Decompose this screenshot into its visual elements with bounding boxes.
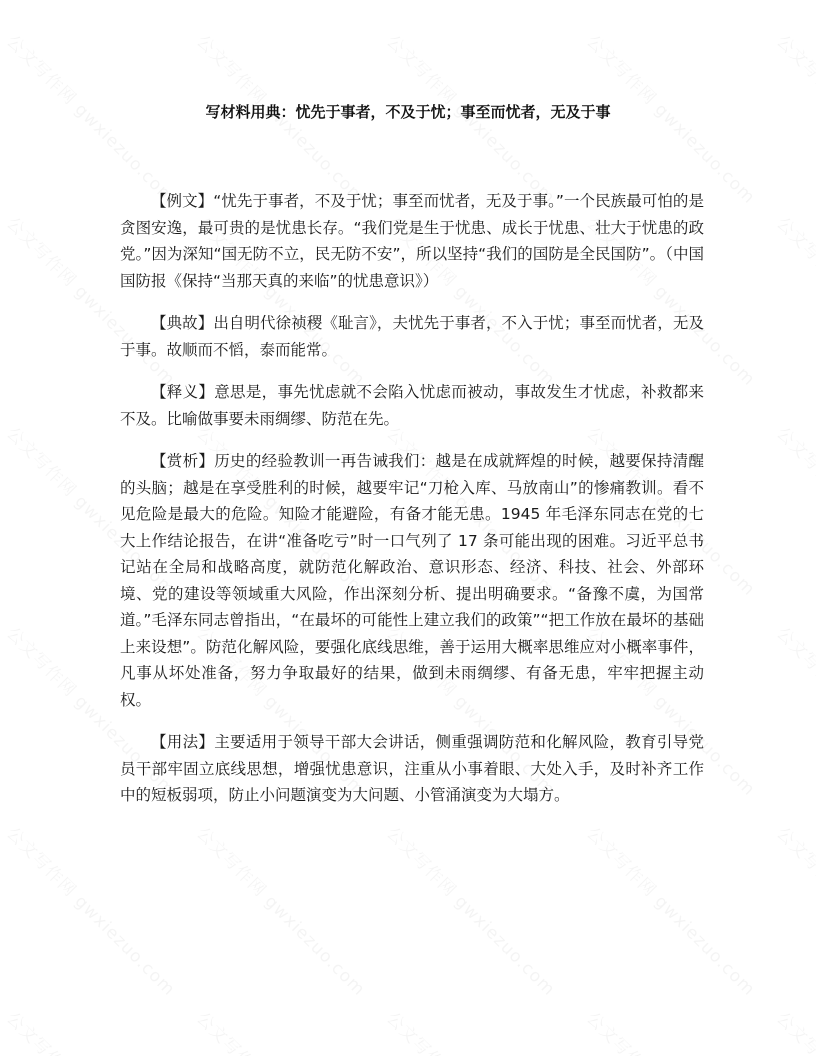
paragraph-example: 【例文】“忧先于事者，不及于忧；事至而忧者，无及于事。”一个民族最可怕的是贪图安逸，最可贵的是忧患长存。“我们党是生于忧患、成长于忧患、壮大于忧患的政党。”因为深知“国无防不立，民无防不安”，所以坚持“我们的国防是全民国防”。（中国国防报《保持“当那天真的来临”的忧患意识》） <box>120 192 704 290</box>
document-title: 写材料用典：忧先于事者，不及于忧；事至而忧者，无及于事 <box>205 103 611 121</box>
paragraph-usage: 【用法】主要适用于领导干部大会讲话，侧重强调防范和化解风险，教育引导党员干部牢固立底线思想，增强忧患意识，注重从小事着眼、大处入手，及时补齐工作中的短板弱项，防止小问题演变为大问题、小管涌演变为大塌方。 <box>120 733 704 804</box>
paragraph-origin: 【典故】出自明代徐祯稷《耻言》，夫忧先于事者，不入于忧；事至而忧者，无及于事。故顺而不慆，泰而能常。 <box>120 314 704 359</box>
paragraph-meaning: 【释义】意思是，事先忧虑就不会陷入忧虑而被动，事故发生才忧虑，补救都来不及。比喻做事要未雨绸缪、防范在先。 <box>120 383 704 428</box>
document-body <box>120 188 704 825</box>
paragraph-analysis: 【赏析】历史的经验教训一再告诫我们：越是在成就辉煌的时候，越要保持清醒的头脑；越是在享受胜利的时候，越要牢记“刀枪入库、马放南山”的惨痛教训。看不见危险是最大的危险。知险才能避险，有备才能无患。1945 年毛泽东同志在党的七大上作结论报告，在讲“准备吃亏”时一口气列了 17 条可能出现的困难。习近平总书记站在全局和战略高度，就防范化解政治、意识形态、经济、科技、社会、外部环境、党的建设等领域重大风险，作出深刻分析、提出明确要求。“备豫不虞，为国常道。”毛泽东同志曾指出，“在最坏的可能性上建立我们的政策”“把工作放在最坏的基础上来设想”。防范化解风险，要强化底线思维，善于运用大概率思维应对小概率事件，凡事从坏处准备，努力争取最好的结果，做到未雨绸缪、有备无患，牢牢把握主动权。 <box>120 452 704 709</box>
